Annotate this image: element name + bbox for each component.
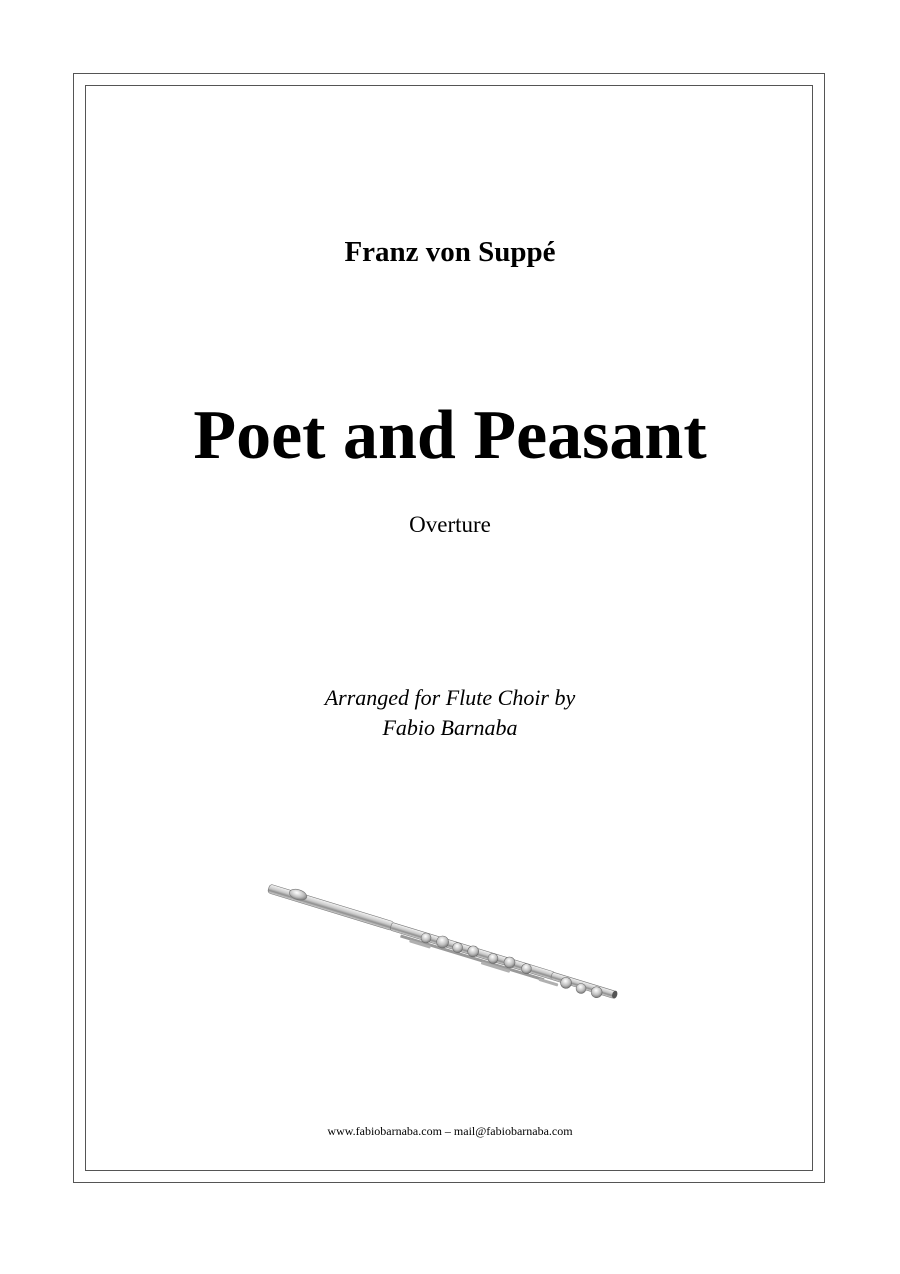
page-title: Poet and Peasant xyxy=(193,397,707,474)
footer-contact: www.fabiobarnaba.com – mail@fabiobarnaba.com xyxy=(327,1124,573,1138)
flute-icon xyxy=(262,870,642,1030)
composer-name: Franz von Suppé xyxy=(344,236,556,268)
arrangement-credit xyxy=(0,683,900,743)
arrangement-line-1: Arranged for Flute Choir by xyxy=(324,685,576,710)
subtitle: Overture xyxy=(409,512,491,537)
arranger-name: Fabio Barnaba xyxy=(382,715,518,740)
